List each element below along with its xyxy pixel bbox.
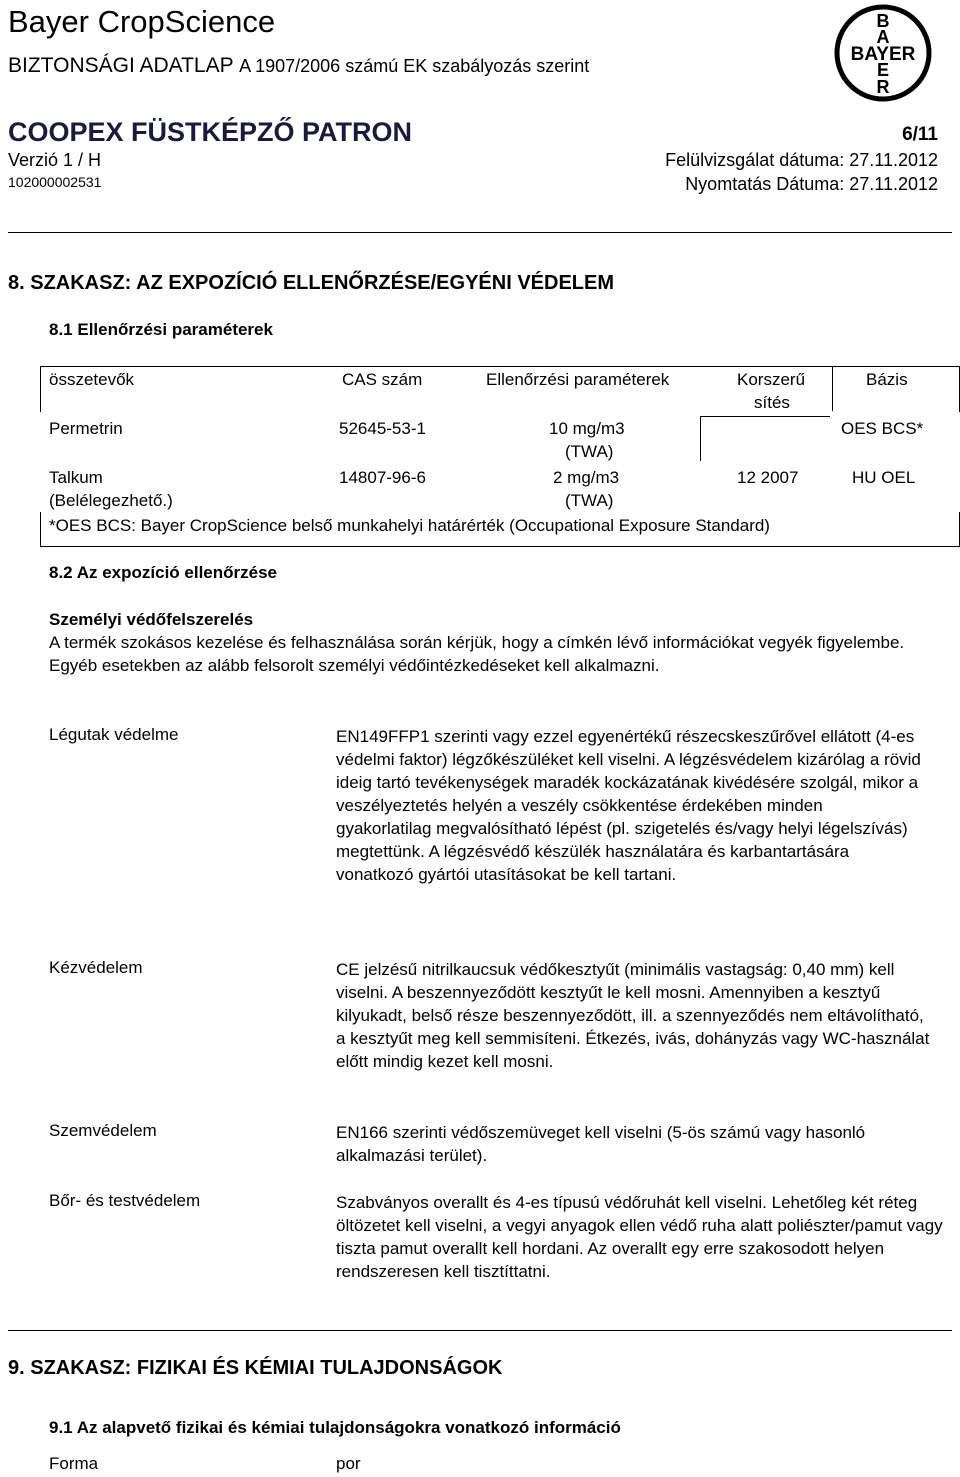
doc-number: 102000002531 bbox=[8, 174, 102, 190]
row-1-param: 10 mg/m3 bbox=[549, 419, 625, 438]
svg-text:E: E bbox=[876, 60, 890, 80]
hand-text: CE jelzésű nitrilkaucsuk védőkesztyűt (minimális vastagság: 0,40 mm) kell viselni. A beszennyeződött kesztyűt le kell mosni. Amennyiben a kesztyű kilyukadt, belső része beszennyeződött, ill. a szennyeződés nem eltávolítható, a kesztyűt meg kell semmisíteni. Étkezés, ivás, dohányzás vagy WC-használat előtt mindig kezet kell mosni. bbox=[336, 960, 930, 1071]
row-2-basis: HU OEL bbox=[852, 468, 916, 487]
table-header-component: összetevők bbox=[49, 370, 135, 389]
table-header-update: Korszerű bbox=[737, 370, 806, 389]
skin-label: Bőr- és testvédelem bbox=[49, 1191, 201, 1210]
row-1-cas: 52645-53-1 bbox=[339, 419, 426, 438]
table-footnote: *OES BCS: Bayer CropScience belső munkahelyi határérték (Occupational Exposure Standard) bbox=[49, 516, 770, 535]
product-name: COOPEX FÜSTKÉPZŐ PATRON bbox=[8, 117, 413, 147]
svg-text:B: B bbox=[876, 11, 890, 31]
svg-text:R: R bbox=[876, 77, 890, 97]
table-header-frame bbox=[40, 366, 960, 412]
row-2-component-note: (Belélegezhető.) bbox=[49, 491, 173, 510]
hand-label: Kézvédelem bbox=[49, 958, 143, 977]
subsection-8-2-title: 8.2 Az expozíció ellenőrzése bbox=[49, 563, 278, 582]
table-header-parameters: Ellenőrzési paraméterek bbox=[486, 370, 670, 389]
row-2-cas: 14807-96-6 bbox=[339, 468, 426, 487]
section-divider bbox=[8, 1330, 952, 1331]
row-2-component: Talkum bbox=[49, 468, 103, 487]
row-1-param-type: (TWA) bbox=[565, 442, 614, 461]
form-value: por bbox=[336, 1454, 361, 1473]
logo-text: BAYER bbox=[850, 44, 916, 65]
subsection-8-1-title: 8.1 Ellenőrzési paraméterek bbox=[49, 320, 273, 339]
sds-title-text: BIZTONSÁGI ADATLAP bbox=[8, 54, 234, 77]
table-header-basis: Bázis bbox=[866, 370, 908, 389]
eye-text: EN166 szerinti védőszemüveget kell viselni (5-ös számú vagy hasonló alkalmazási terület). bbox=[336, 1123, 866, 1165]
review-date: Felülvizsgálat dátuma: 27.11.2012 bbox=[665, 150, 938, 170]
ppe-title: Személyi védőfelszerelés bbox=[49, 610, 254, 629]
version: Verzió 1 / H bbox=[8, 150, 102, 170]
regulation-text: A 1907/2006 számú EK szabályozás szerint bbox=[239, 56, 590, 76]
table-header-update-2: sítés bbox=[754, 393, 790, 412]
row-2-param: 2 mg/m3 bbox=[553, 468, 620, 487]
svg-text:A: A bbox=[876, 27, 890, 47]
respiratory-text: EN149FFP1 szerinti vagy ezzel egyenértékű részecskeszűrővel ellátott (4-es védelmi faktor) légzőkészüléket kell viselni. A légzésvédelem kizárólag a rövid ideig tartó tevékenységek maradék kockázatának kivédésére szolgál, mikor a veszélyeztetés helyén a veszély csökkentése érdekében minden gyakorlatilag megvalósítható lépést (pl. szigetelés és/vagy helyi légelszívás) megtettünk. A légzésvédő készülék használatára és karbantartására vonatkozó gyártói utasításokat be kell tartani. bbox=[336, 727, 921, 884]
respiratory-label: Légutak védelme bbox=[49, 725, 179, 744]
table-header-rule-3 bbox=[700, 416, 830, 417]
table-header-cas: CAS szám bbox=[342, 370, 423, 389]
table-header-rule-2 bbox=[700, 416, 701, 461]
row-2-update: 12 2007 bbox=[737, 468, 799, 487]
skin-text: Szabványos overallt és 4-es típusú védőruhát kell viselni. Lehetőleg két réteg öltözetet kell viselni, a vegyi anyagok ellen védő ruha alatt poliészter/pamut vagy tiszta pamut overallt kell hordani. Az overallt egy erre szakosodott helyen rendszeresen kell tisztíttatni. bbox=[336, 1193, 943, 1281]
form-label: Forma bbox=[49, 1454, 99, 1473]
ppe-intro: A termék szokásos kezelése és felhasználása során kérjük, hogy a címkén lévő információkat vegyék figyelembe. Egyéb esetekben az alább felsorolt személyi védőintézkedéseket kell alkalmazni. bbox=[49, 633, 905, 675]
sds-title bbox=[8, 54, 589, 78]
row-2-param-type: (TWA) bbox=[565, 491, 614, 510]
section-9-title: 9. SZAKASZ: FIZIKAI ÉS KÉMIAI TULAJDONSÁGOK bbox=[8, 1357, 503, 1379]
page-number: 6/11 bbox=[902, 124, 938, 145]
header-divider bbox=[8, 232, 952, 233]
bayer-logo bbox=[833, 3, 933, 103]
row-1-basis: OES BCS* bbox=[841, 419, 924, 438]
subsection-9-1-title: 9.1 Az alapvető fizikai és kémiai tulajdonságokra vonatkozó információ bbox=[49, 1418, 621, 1437]
table-header-rule-1 bbox=[832, 366, 833, 411]
eye-label: Szemvédelem bbox=[49, 1121, 157, 1140]
print-date: Nyomtatás Dátuma: 27.11.2012 bbox=[685, 174, 938, 194]
row-1-component: Permetrin bbox=[49, 419, 123, 438]
brand-name: Bayer CropScience bbox=[8, 4, 276, 39]
section-8-title: 8. SZAKASZ: AZ EXPOZÍCIÓ ELLENŐRZÉSE/EGYÉNI VÉDELEM bbox=[8, 272, 614, 294]
